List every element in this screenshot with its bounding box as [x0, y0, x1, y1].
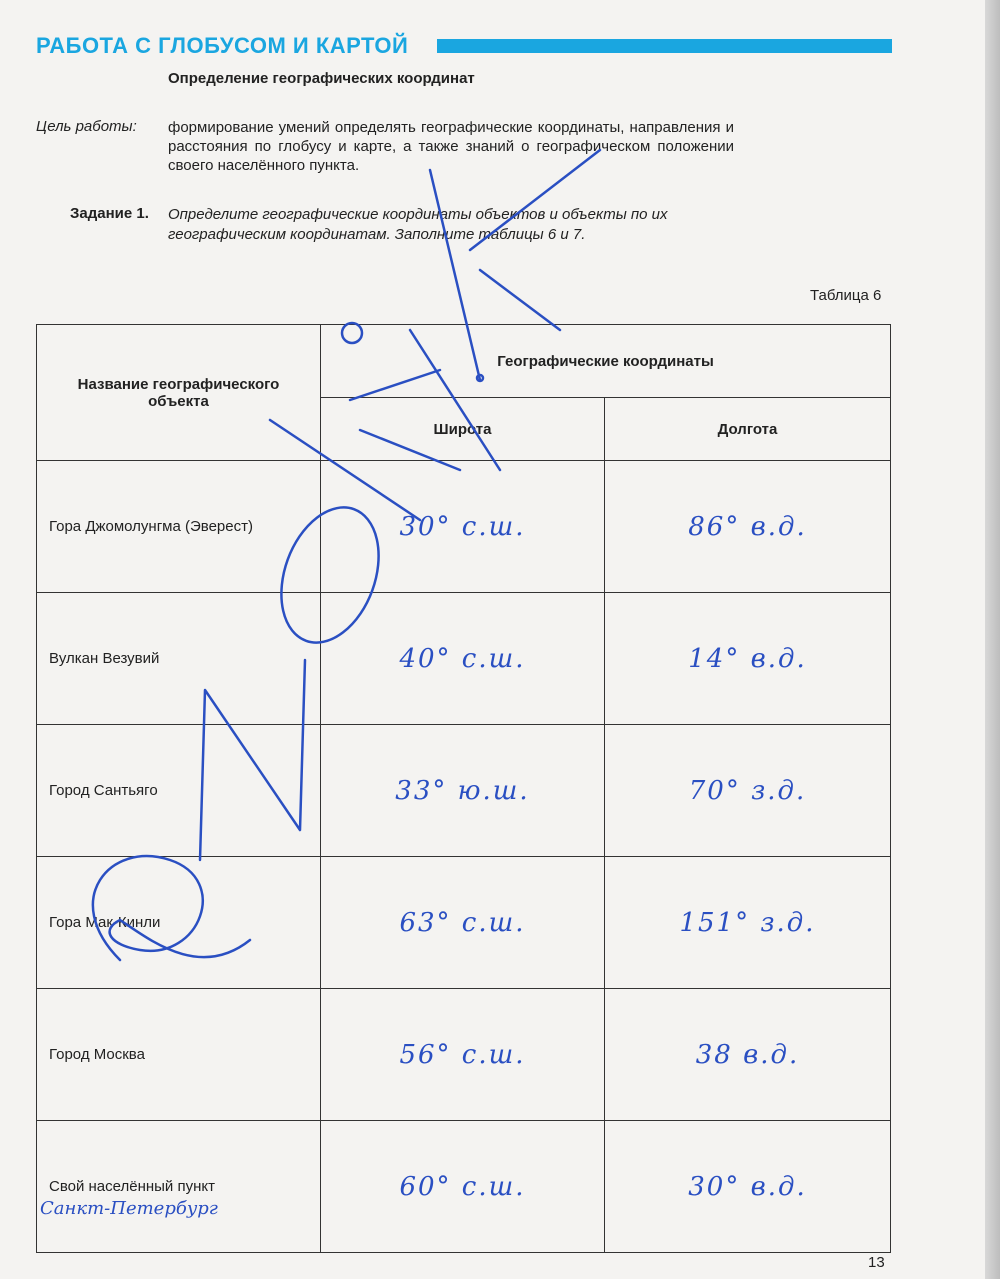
header-coordinates: Географические координаты [321, 325, 891, 398]
object-name: Свой населённый пункт [37, 1121, 321, 1253]
latitude-answer[interactable]: 63° с.ш. [321, 857, 605, 989]
latitude-answer[interactable]: 40° с.ш. [321, 593, 605, 725]
handwritten-city-note: Санкт-Петербург [40, 1198, 218, 1219]
object-name: Город Сантьяго [37, 725, 321, 857]
longitude-answer[interactable]: 38 в.д. [605, 989, 891, 1121]
longitude-answer[interactable]: 30° в.д. [605, 1121, 891, 1253]
coordinates-table [36, 324, 891, 1253]
longitude-answer[interactable]: 86° в.д. [605, 461, 891, 593]
header-accent-bar [437, 39, 892, 53]
object-name: Гора Джомолунгма (Эверест) [37, 461, 321, 593]
object-name: Гора Мак-Кинли [37, 857, 321, 989]
page-number: 13 [868, 1254, 885, 1271]
latitude-answer[interactable]: 56° с.ш. [321, 989, 605, 1121]
header-object-name: Название географического объекта [37, 325, 321, 461]
longitude-answer[interactable]: 151° з.д. [605, 857, 891, 989]
longitude-answer[interactable]: 14° в.д. [605, 593, 891, 725]
table-row [37, 1121, 891, 1253]
goal-text: формирование умений определять географические координаты, направления и расстояния по глобусу и карте, а также знаний о географическом положении своего населённого пункта. [168, 119, 734, 174]
latitude-answer[interactable]: 60° с.ш. [321, 1121, 605, 1253]
latitude-answer[interactable]: 33° ю.ш. [321, 725, 605, 857]
table-row [37, 725, 891, 857]
page-edge-shadow [985, 0, 1000, 1279]
latitude-answer[interactable]: 30° с.ш. [321, 461, 605, 593]
longitude-answer[interactable]: 70° з.д. [605, 725, 891, 857]
table-row [37, 989, 891, 1121]
table-row [37, 593, 891, 725]
table-row [37, 857, 891, 989]
object-name: Вулкан Везувий [37, 593, 321, 725]
table-header-row [37, 325, 891, 398]
object-name: Город Москва [37, 989, 321, 1121]
task-label: Задание 1. [70, 205, 149, 222]
section-title: РАБОТА С ГЛОБУСОМ И КАРТОЙ [36, 33, 409, 58]
goal-label: Цель работы: [36, 118, 137, 135]
table-caption: Таблица 6 [810, 287, 882, 304]
header-longitude: Долгота [605, 398, 891, 461]
task-text: Определите географические координаты объектов и объекты по их географическим координатам. Заполните таблицы 6 и 7. [168, 206, 668, 243]
work-subtitle: Определение географических координат [168, 70, 475, 87]
table-row [37, 461, 891, 593]
header-latitude: Широта [321, 398, 605, 461]
